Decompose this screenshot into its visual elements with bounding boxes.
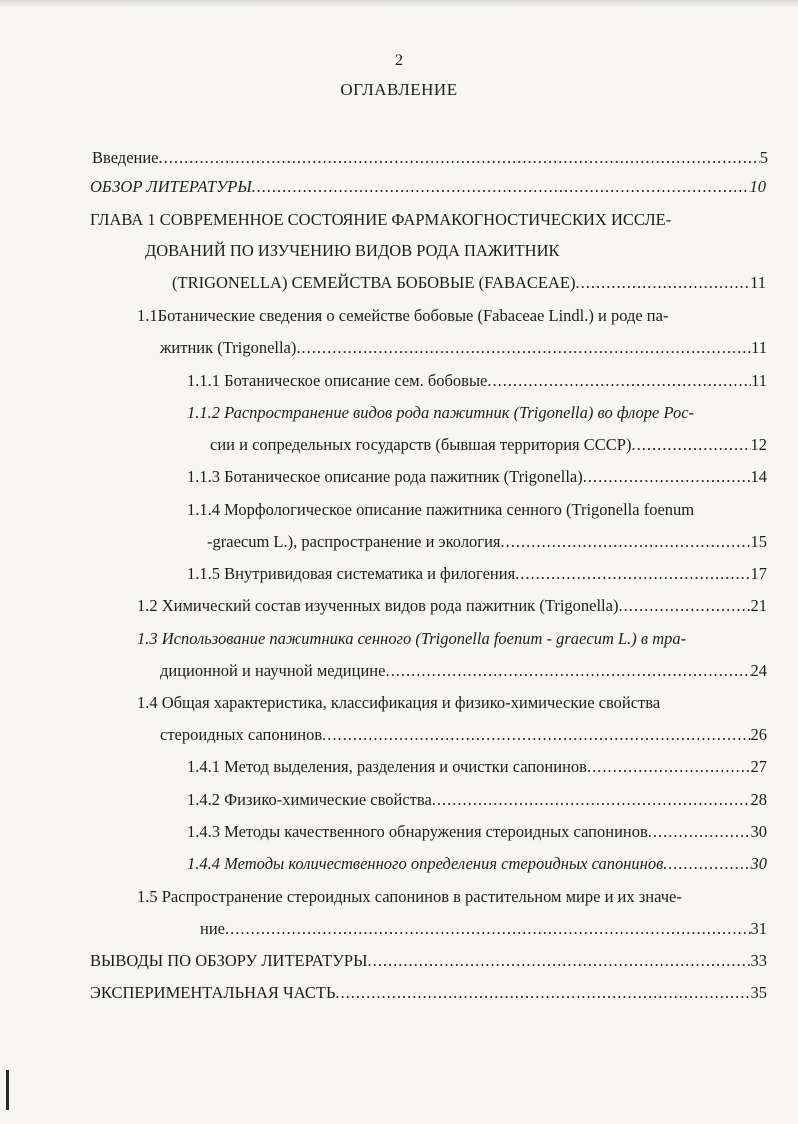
toc-entry-experimental[interactable]: [90, 979, 767, 1007]
toc-entry-text: 1.4.4 Методы количественного определения стероидных сапонинов: [187, 854, 664, 873]
toc-entry-text: 1.4 Общая характеристика, классификация и физико-химические свойства: [137, 693, 661, 712]
toc-page-number: 35: [750, 983, 767, 1002]
toc-page-number: 31: [750, 919, 767, 938]
toc-page-number: 28: [750, 790, 767, 809]
toc-entry-1-1-line-2: [160, 334, 767, 362]
toc-entry-text: ЭКСПЕРИМЕНТАЛЬНАЯ ЧАСТЬ: [90, 983, 336, 1002]
toc-entry-chapter-1-line-2: [145, 237, 745, 265]
toc-entry-text: житник (Trigonella): [160, 338, 297, 357]
toc-entry-text: ДОВАНИЙ ПО ИЗУЧЕНИЮ ВИДОВ РОДА ПАЖИТНИК: [145, 241, 560, 260]
toc-entry-text: 1.5 Распространение стероидных сапонинов в растительном мире и их значе-: [137, 887, 682, 906]
toc-entry-text: 1.4.2 Физико-химические свойства: [187, 790, 432, 809]
toc-entry-conclusions[interactable]: [90, 947, 767, 975]
toc-entry-text: 1.3 Использование пажитника сенного (Trigonella foenum - graecum L.) в тра-: [137, 629, 687, 648]
toc-entry-text: 1.1.5 Внутривидовая систематика и филогения: [187, 564, 516, 583]
toc-entry-literature-review[interactable]: [90, 173, 766, 201]
toc-entry-text: ОБЗОР ЛИТЕРАТУРЫ: [90, 177, 252, 196]
scan-edge: [0, 0, 798, 8]
toc-entry-text: 1.1.2 Распространение видов рода пажитник (Trigonella) во флоре Рос-: [187, 403, 695, 422]
toc-entry-text: 1.4.3 Методы качественного обнаружения стероидных сапонинов: [187, 822, 648, 841]
toc-entry-1-1-3[interactable]: [187, 463, 767, 491]
toc-entry-1-1-5[interactable]: [187, 560, 767, 588]
toc-entry-text: диционной и научной медицине: [160, 661, 386, 680]
toc-entry-text: 1.1.4 Морфологическое описание пажитника сенного (Trigonella foenum: [187, 500, 695, 519]
toc-entry-1-1-line-1[interactable]: [137, 302, 767, 330]
toc-entry-text: (TRIGONELLA) СЕМЕЙСТВА БОБОВЫЕ (FABACEAE): [172, 273, 576, 292]
toc-entry-text: 1.1.1 Ботаническое описание сем. бобовые: [187, 371, 488, 390]
toc-entry-1-5-line-2: [200, 915, 767, 943]
toc-page-number: 11: [751, 371, 767, 390]
toc-entry-1-4-1[interactable]: [187, 753, 767, 781]
page-title: ОГЛАВЛЕНИЕ: [340, 80, 458, 99]
toc-entry-1-4-line-1[interactable]: [137, 689, 767, 717]
toc-entry-text: сии и сопредельных государств (бывшая территория СССР): [210, 435, 632, 454]
toc-page-number: 5: [759, 148, 768, 167]
toc-page-number: 15: [750, 532, 767, 551]
toc-entry-text: ГЛАВА 1 СОВРЕМЕННОЕ СОСТОЯНИЕ ФАРМАКОГНОСТИЧЕСКИХ ИССЛЕ-: [90, 210, 672, 229]
toc-page-number: 10: [749, 177, 766, 196]
toc-entry-chapter-1-line-3: [172, 269, 766, 297]
toc-entry-1-1-1[interactable]: [187, 367, 767, 395]
toc-entry-text: ние: [200, 919, 225, 938]
toc-page-number: 33: [750, 951, 767, 970]
toc-entry-chapter-1-line-1[interactable]: [90, 206, 770, 234]
scan-mark: [6, 1070, 9, 1110]
toc-entry-introduction[interactable]: [92, 144, 768, 172]
toc-page-number: 11: [751, 338, 767, 357]
toc-entry-1-3-line-1[interactable]: [137, 625, 767, 653]
toc-page-number: 17: [750, 564, 767, 583]
toc-entry-1-1-2-line-1[interactable]: [187, 399, 767, 427]
toc-page-number: 30: [750, 822, 767, 841]
toc-entry-1-1-2-line-2: [210, 431, 767, 459]
toc-page-number: 11: [750, 273, 766, 292]
toc-entry-1-4-line-2: [160, 721, 767, 749]
toc-entry-text: ВЫВОДЫ ПО ОБЗОРУ ЛИТЕРАТУРЫ: [90, 951, 368, 970]
toc-entry-1-5-line-1[interactable]: [137, 883, 767, 911]
toc-entry-1-4-4[interactable]: [187, 850, 767, 878]
toc-page-number: 30: [750, 854, 767, 873]
toc-entry-text: -graecum L.), распространение и экология: [207, 532, 501, 551]
toc-entry-text: 1.1Ботанические сведения о семействе бобовые (Fabaceae Lindl.) и роде па-: [137, 306, 669, 325]
toc-entry-1-2[interactable]: [137, 592, 767, 620]
toc-entry-1-1-4-line-1[interactable]: [187, 496, 767, 524]
toc-entry-1-4-2[interactable]: [187, 786, 767, 814]
toc-page-number: 27: [750, 757, 767, 776]
toc-page-number: 24: [750, 661, 767, 680]
toc-page-number: 14: [750, 467, 767, 486]
toc-entry-1-3-line-2: [160, 657, 767, 685]
toc-entry-text: 1.1.3 Ботаническое описание рода пажитник (Trigonella): [187, 467, 583, 486]
toc-entry-text: Введение: [92, 148, 159, 167]
toc-entry-text: стероидных сапонинов: [160, 725, 323, 744]
page-number: 2: [395, 52, 403, 69]
toc-entry-text: 1.4.1 Метод выделения, разделения и очистки сапонинов: [187, 757, 587, 776]
toc-page-number: 26: [750, 725, 767, 744]
toc-page-number: 21: [750, 596, 767, 615]
toc-entry-1-4-3[interactable]: [187, 818, 767, 846]
toc-page-number: 12: [750, 435, 767, 454]
toc-entry-text: 1.2 Химический состав изученных видов рода пажитник (Trigonella): [137, 596, 619, 615]
toc-entry-1-1-4-line-2: [207, 528, 767, 556]
